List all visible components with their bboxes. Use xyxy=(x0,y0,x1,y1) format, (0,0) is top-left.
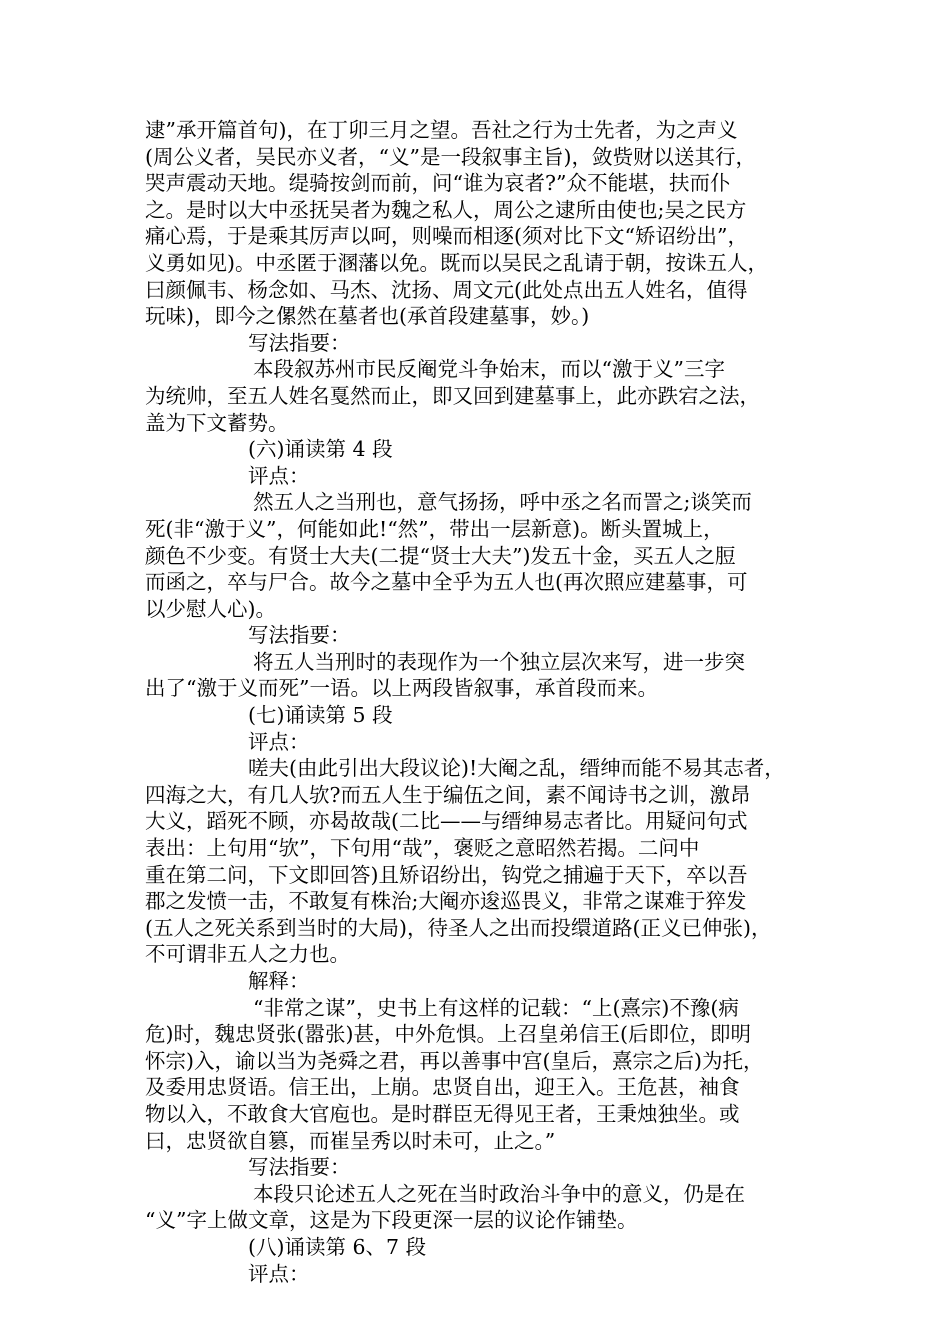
text-line: (周公义者，吴民亦义者，“义”是一段叙事主旨)，敛赀财以送其行， xyxy=(145,144,756,169)
text-line: 曰，忠贤欲自篡，而崔呈秀以时未可，止之。” xyxy=(145,1128,556,1153)
text-line: 为统帅，至五人姓名戛然而止，即又回到建墓事上，此亦跌宕之法， xyxy=(145,383,760,408)
text-line: 死(非“激于义”，何能如此!“然”，带出一层新意)。断头置城上， xyxy=(145,516,724,541)
text-line: 玩味)，即今之傫然在墓者也(承首段建墓事，妙。) xyxy=(145,304,590,329)
section-heading: (八)诵读第 6、7 段 xyxy=(248,1234,427,1259)
text-line: 大义，蹈死不顾，亦曷故哉(二比——与缙绅易志者比。用疑问句式 xyxy=(145,809,748,834)
text-line: 义勇如见)。中丞匿于溷藩以免。既而以吴民之乱请于朝，按诛五人， xyxy=(145,250,768,275)
text-line: 将五人当刑时的表现作为一个独立层次来写，进一步突 xyxy=(253,649,745,674)
text-line: 以少慰人心)。 xyxy=(145,596,276,621)
text-line: 颜色不少变。有贤士大夫(二提“贤士大夫”)发五十金，买五人之脰 xyxy=(145,543,736,568)
text-line: 盖为下文蓄势。 xyxy=(145,410,289,435)
document-body xyxy=(145,117,825,1287)
text-line: 物以入，不敢食大官庖也。是时群臣无得见王者，王秉烛独坐。或 xyxy=(145,1101,740,1126)
text-line: “非常之谋”，史书上有这样的记载：“上(熹宗)不豫(病 xyxy=(253,995,739,1020)
text-line: 本段叙苏州市民反阉党斗争始末，而以“激于义”三字 xyxy=(253,357,725,382)
section-label: 写法指要： xyxy=(248,330,351,355)
section-label: 写法指要： xyxy=(248,1155,351,1180)
section-label: 写法指要： xyxy=(248,623,351,648)
text-line: 四海之大，有几人欤?而五人生于编伍之间，素不闻诗书之训，激昂 xyxy=(145,782,751,807)
section-label: 评点： xyxy=(248,1261,310,1286)
text-line: 哭声震动天地。缇骑按剑而前，问“谁为哀者?”众不能堪，扶而仆 xyxy=(145,171,731,196)
section-label: 解释： xyxy=(248,969,310,993)
section-heading: (六)诵读第 4 段 xyxy=(248,437,393,462)
text-line: 危)时，魏忠贤张(嚣张)甚，中外危惧。上召皇弟信王(后即位，即明 xyxy=(145,1022,751,1047)
text-line: 逮”承开篇首句)，在丁卯三月之望。吾社之行为士先者，为之声义 xyxy=(145,118,738,142)
text-line: 本段只论述五人之死在当时政治斗争中的意义，仍是在 xyxy=(253,1181,745,1206)
text-line: 出了“激于义而死”一语。以上两段皆叙事，承首段而来。 xyxy=(145,676,658,701)
text-line: 郡之发愤一击，不敢复有株治;大阉亦逡巡畏义，非常之谋难于猝发 xyxy=(145,889,747,914)
text-line: 曰颜佩韦、杨念如、马杰、沈扬、周文元(此处点出五人姓名，值得 xyxy=(145,277,748,302)
text-line: (五人之死关系到当时的大局)，待圣人之出而投缳道路(正义已伸张)， xyxy=(145,915,772,940)
section-label: 评点： xyxy=(248,463,310,488)
text-line: 怀宗)入，谕以当为尧舜之君，再以善事中宫(皇后，熹宗之后)为托， xyxy=(145,1048,764,1073)
text-line: 表出：上句用“欤”，下句用“哉”，褒贬之意昭然若揭。二问中 xyxy=(145,836,700,861)
text-line: 及委用忠贤语。信王出，上崩。忠贤自出，迎王入。王危甚，袖食 xyxy=(145,1075,740,1100)
text-line: “义”字上做文章，这是为下段更深一层的议论作铺垫。 xyxy=(145,1208,638,1233)
text-line: 嗟夫(由此引出大段议论)!大阉之乱，缙绅而能不易其志者， xyxy=(248,756,785,781)
text-line: 重在第二问，下文即回答)且矫诏纷出，钩党之捕遍于天下，卒以吾 xyxy=(145,862,748,887)
text-line: 之。是时以大中丞抚吴者为魏之私人，周公之逮所由使也;吴之民方 xyxy=(145,197,747,222)
section-label: 评点： xyxy=(248,729,310,754)
text-line: 痛心焉，于是乘其厉声以呵，则噪而相逐(须对比下文“矫诏纷出”， xyxy=(145,224,748,249)
text-line: 而函之，卒与尸合。故今之墓中全乎为五人也(再次照应建墓事，可 xyxy=(145,570,748,595)
text-line: 然五人之当刑也，意气扬扬，呼中丞之名而詈之;谈笑而 xyxy=(253,490,752,515)
text-line: 不可谓非五人之力也。 xyxy=(145,942,350,967)
section-heading: (七)诵读第 5 段 xyxy=(248,703,393,728)
